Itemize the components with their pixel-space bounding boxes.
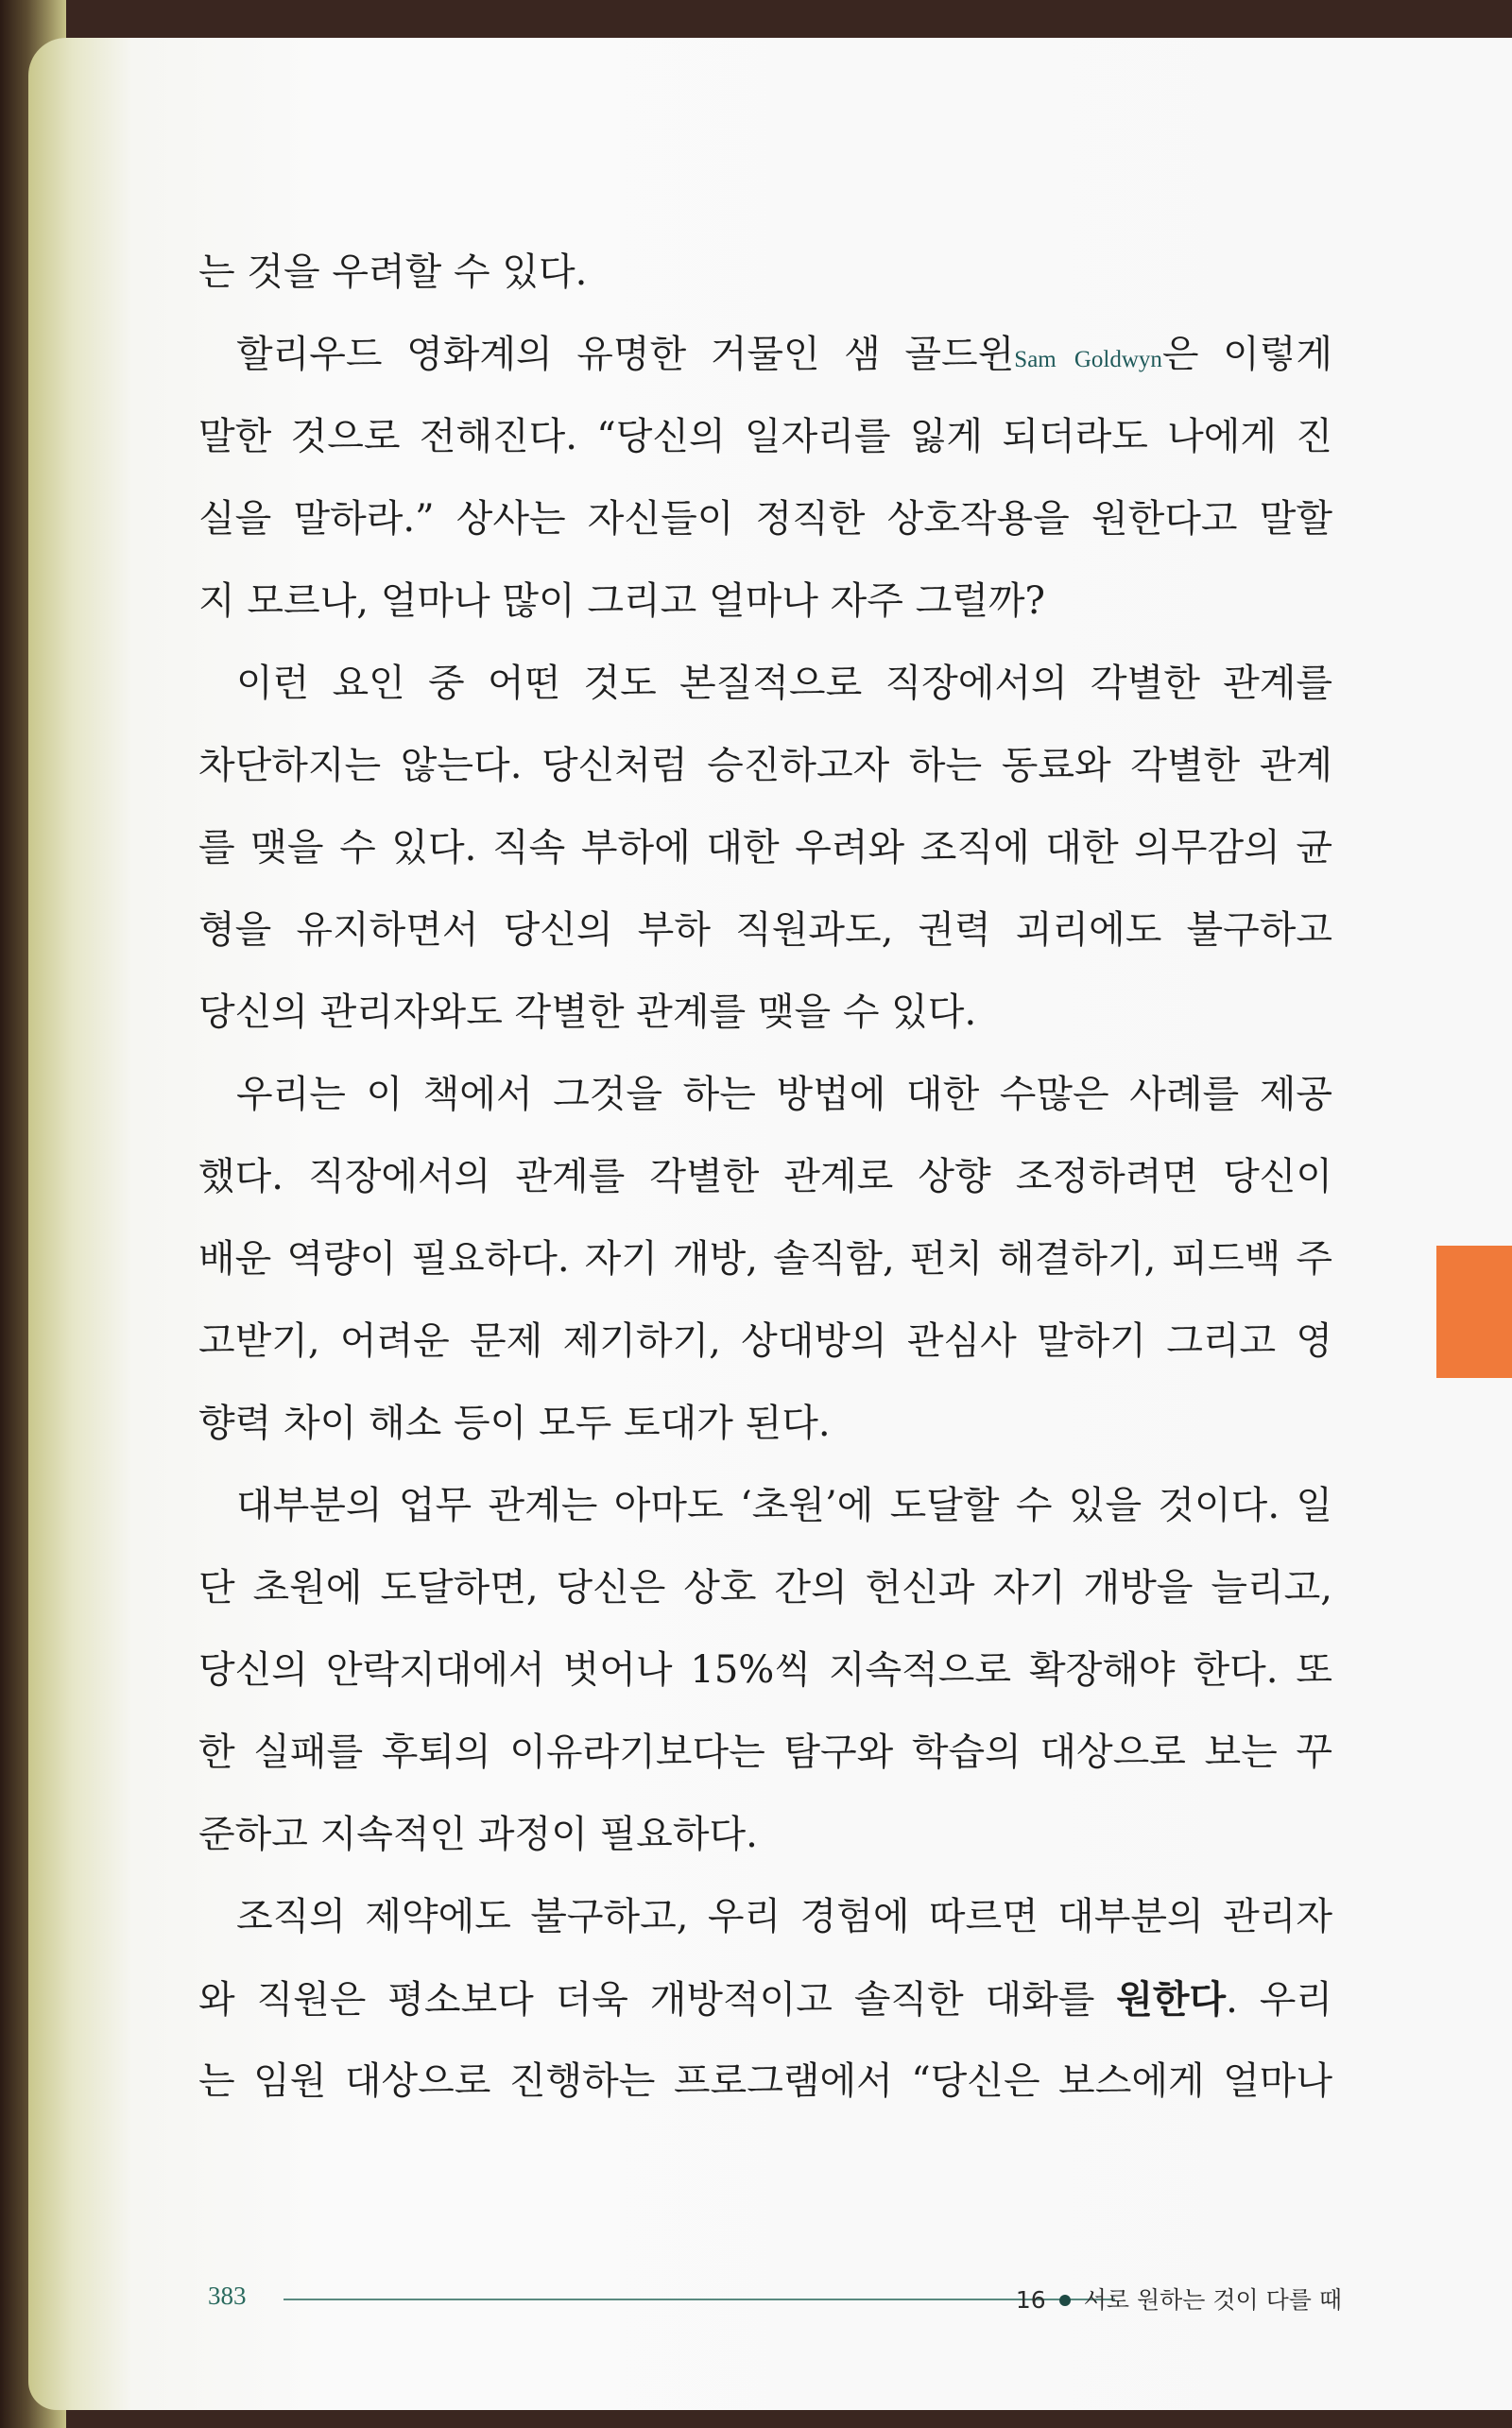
- chapter-number: 16: [1015, 2286, 1046, 2314]
- latin-name-gloss: Sam Goldwyn: [1014, 347, 1162, 372]
- text-line: 실을 말하라.” 상사는 자신들이 정직한 상호작용을 원한다고 말할: [198, 497, 1332, 541]
- text-line: 대부분의 업무 관계는 아마도 ‘초원’에 도달할 수 있을 것이다. 일: [236, 1484, 1332, 1527]
- text-line: 를 맺을 수 있다. 직속 부하에 대한 우려와 조직에 대한 의무감의 균: [198, 826, 1332, 870]
- text-line: 당신의 관리자와도 각별한 관계를 맺을 수 있다.: [198, 990, 977, 1034]
- text-line: 향력 차이 해소 등이 모두 토대가 된다.: [198, 1402, 831, 1445]
- text-line: 배운 역량이 필요하다. 자기 개방, 솔직함, 펀치 해결하기, 피드백 주: [198, 1237, 1332, 1281]
- text-line: 는 임원 대상으로 진행하는 프로그램에서 “당신은 보스에게 얼마나: [198, 2059, 1332, 2103]
- footer-rule: [284, 2299, 1115, 2300]
- text-line: 말한 것으로 전해진다. “당신의 일자리를 잃게 되더라도 나에게 진: [198, 415, 1332, 458]
- text-line: 당신의 안락지대에서 벗어나 15%씩 지속적으로 확장해야 한다. 또: [198, 1648, 1332, 1692]
- text-line: 지 모르나, 얼마나 많이 그리고 얼마나 자주 그럴까?: [198, 579, 1045, 623]
- bullet-icon: [1059, 2295, 1071, 2306]
- text-line: 했다. 직장에서의 관계를 각별한 관계로 상향 조정하려면 당신이: [198, 1155, 1332, 1198]
- body-text: [198, 232, 1332, 2123]
- page-footer: [208, 2278, 1342, 2316]
- text-line: 는 것을 우려할 수 있다.: [198, 250, 588, 294]
- text-line: 한 실패를 후퇴의 이유라기보다는 탐구와 학습의 대상으로 보는 꾸: [198, 1731, 1332, 1774]
- text-line: 고받기, 어려운 문제 제기하기, 상대방의 관심사 말하기 그리고 영: [198, 1319, 1332, 1363]
- text-line: 와 직원은 평소보다 더욱 개방적이고 솔직한 대화를 원한다. 우리: [198, 1977, 1332, 2022]
- book-page: [28, 38, 1512, 2410]
- text-line: 조직의 제약에도 불구하고, 우리 경험에 따르면 대부분의 관리자: [236, 1895, 1332, 1938]
- text-line: 차단하지는 않는다. 당신처럼 승진하고자 하는 동료와 각별한 관계: [198, 744, 1332, 787]
- chapter-title: 서로 원하는 것이 다를 때: [1083, 2286, 1342, 2314]
- text-line: 준하고 지속적인 과정이 필요하다.: [198, 1813, 758, 1856]
- text-line: 단 초원에 도달하면, 당신은 상호 간의 헌신과 자기 개방을 늘리고,: [198, 1566, 1332, 1610]
- running-chapter-title: [1016, 2282, 1342, 2316]
- text-line: 형을 유지하면서 당신의 부하 직원과도, 권력 괴리에도 불구하고: [198, 908, 1332, 952]
- emphasis-text: 원한다: [1116, 1977, 1227, 2022]
- text-line: 이런 요인 중 어떤 것도 본질적으로 직장에서의 각별한 관계를: [236, 662, 1332, 705]
- chapter-index-tab: [1436, 1246, 1512, 1378]
- page-number: 383: [208, 2282, 247, 2310]
- text-line: 우리는 이 책에서 그것을 하는 방법에 대한 수많은 사례를 제공: [236, 1073, 1332, 1116]
- text-line: 할리우드 영화계의 유명한 거물인 샘 골드윈Sam Goldwyn은 이렇게: [236, 333, 1333, 376]
